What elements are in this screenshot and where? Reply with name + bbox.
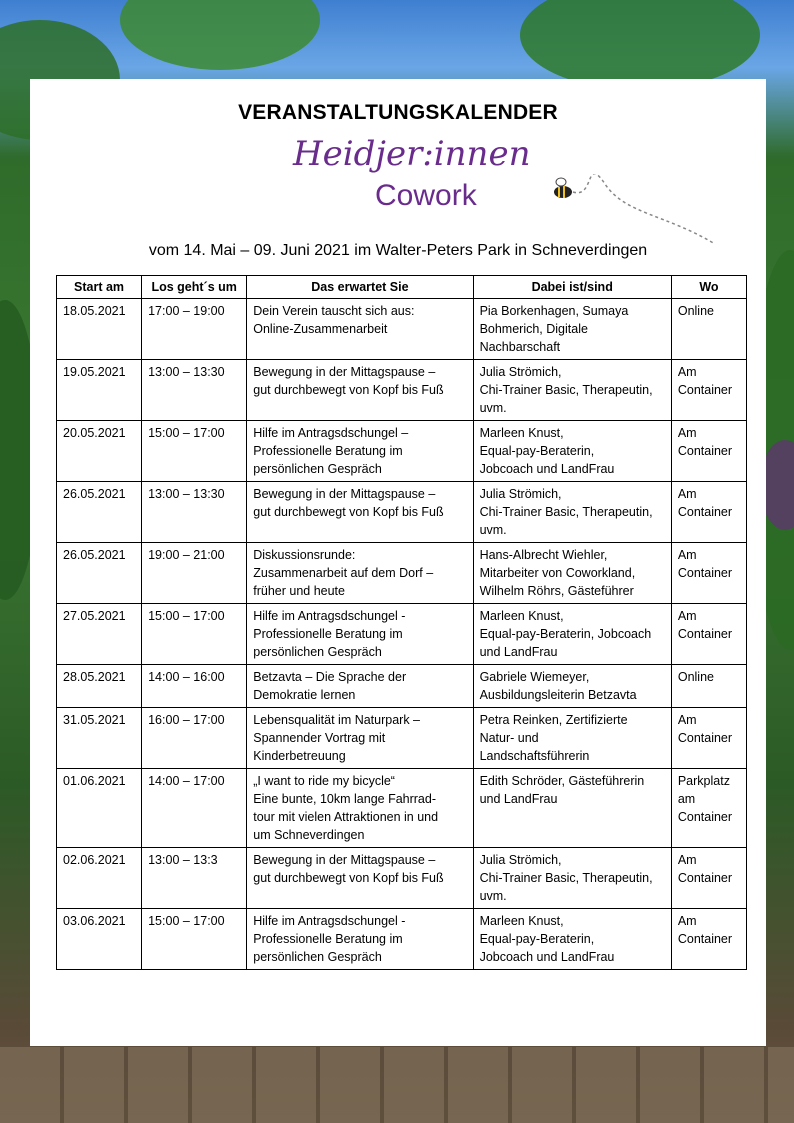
event-location (671, 909, 746, 970)
event-date-text: 18.05.2021 (63, 304, 126, 318)
event-time-text: 13:00 – 13:30 (148, 487, 225, 501)
event-participants-text: Edith Schröder, Gästeführerin und LandFrau (479, 774, 645, 806)
event-location-text: Am Container (677, 365, 733, 397)
event-location (671, 848, 746, 909)
event-participants-text: Gabriele Wiemeyer, Ausbildungsleiterin Betzavta (479, 670, 637, 702)
event-date (57, 543, 142, 604)
event-description (247, 604, 473, 665)
event-location-text: Parkplatz am Container (677, 774, 733, 824)
header-start-time: Los geht´s um (142, 276, 247, 299)
table-row (57, 421, 747, 482)
event-date-text: 20.05.2021 (63, 426, 126, 440)
event-time-text: 13:00 – 13:3 (148, 853, 218, 867)
event-date-text: 28.05.2021 (63, 670, 126, 684)
event-participants-text: Marleen Knust, Equal-pay-Beraterin, Jobcoach und LandFrau (479, 426, 615, 476)
event-location (671, 665, 746, 708)
calendar-sheet (30, 79, 766, 1046)
event-date-text: 26.05.2021 (63, 487, 126, 501)
event-location-text: Am Container (677, 853, 733, 885)
event-period-subtitle: vom 14. Mai – 09. Juni 2021 im Walter-Peters Park in Schneverdingen (148, 242, 648, 259)
event-time-text: 14:00 – 16:00 (148, 670, 225, 684)
page-title: VERANSTALTUNGSKALENDER (238, 101, 558, 124)
table-row (57, 909, 747, 970)
event-description-text: Bewegung in der Mittagspause – gut durchbewegt von Kopf bis Fuß (253, 365, 444, 397)
table-row (57, 708, 747, 769)
event-date (57, 769, 142, 848)
event-location-text: Am Container (677, 426, 733, 458)
event-description-text: Bewegung in der Mittagspause – gut durchbewegt von Kopf bis Fuß (253, 853, 444, 885)
event-participants (473, 299, 671, 360)
event-description-text: Lebensqualität im Naturpark – Spannender Vortrag mit Kinderbetreuung (253, 713, 421, 763)
event-date (57, 708, 142, 769)
event-date-text: 02.06.2021 (63, 853, 126, 867)
event-location (671, 708, 746, 769)
event-location-text: Am Container (677, 548, 733, 580)
event-description-text: Hilfe im Antragsdschungel – Professionelle Beratung im persönlichen Gespräch (253, 426, 409, 476)
table-row (57, 360, 747, 421)
event-time (142, 543, 247, 604)
event-date-text: 03.06.2021 (63, 914, 126, 928)
event-date-text: 01.06.2021 (63, 774, 126, 788)
event-date-text: 26.05.2021 (63, 548, 126, 562)
event-location-text: Am Container (677, 713, 733, 745)
event-time (142, 665, 247, 708)
event-description (247, 421, 473, 482)
event-description (247, 708, 473, 769)
event-participants (473, 909, 671, 970)
event-participants (473, 769, 671, 848)
event-participants (473, 708, 671, 769)
event-description-text: „I want to ride my bicycle“ Eine bunte, 10km lange Fahrrad- tour mit vielen Attraktionen in und um Schneverdingen (253, 774, 439, 842)
event-date (57, 482, 142, 543)
event-time (142, 421, 247, 482)
event-date-text: 31.05.2021 (63, 713, 126, 727)
table-row (57, 299, 747, 360)
event-description-text: Hilfe im Antragsdschungel - Professionelle Beratung im persönlichen Gespräch (253, 914, 406, 964)
event-description (247, 665, 473, 708)
event-time-text: 16:00 – 17:00 (148, 713, 225, 727)
event-participants-text: Julia Strömich, Chi-Trainer Basic, Therapeutin, uvm. (479, 853, 653, 903)
event-location-text: Am Container (677, 609, 733, 641)
table-row (57, 604, 747, 665)
event-participants-text: Hans-Albrecht Wiehler, Mitarbeiter von Coworkland, Wilhelm Röhrs, Gästeführer (479, 548, 636, 598)
event-description-text: Dein Verein tauscht sich aus: Online-Zusammenarbeit (253, 304, 415, 336)
event-participants (473, 543, 671, 604)
event-date (57, 909, 142, 970)
event-description (247, 769, 473, 848)
event-participants (473, 421, 671, 482)
event-participants (473, 665, 671, 708)
event-description-text: Betzavta – Die Sprache der Demokratie lernen (253, 670, 407, 702)
event-description (247, 360, 473, 421)
event-date (57, 299, 142, 360)
table-row (57, 769, 747, 848)
event-time (142, 769, 247, 848)
event-participants (473, 360, 671, 421)
event-location (671, 604, 746, 665)
header-participants: Dabei ist/sind (473, 276, 671, 299)
event-description (247, 543, 473, 604)
event-time-text: 17:00 – 19:00 (148, 304, 225, 318)
event-date (57, 604, 142, 665)
event-time-text: 19:00 – 21:00 (148, 548, 225, 562)
event-participants-text: Marleen Knust, Equal-pay-Beraterin, Jobcoach und LandFrau (479, 914, 615, 964)
table-row (57, 848, 747, 909)
event-date-text: 27.05.2021 (63, 609, 126, 623)
event-location-text: Online (677, 670, 714, 684)
event-location-text: Online (677, 304, 714, 318)
event-description (247, 848, 473, 909)
event-date-text: 19.05.2021 (63, 365, 126, 379)
table-header-row (57, 276, 747, 299)
table-row (57, 482, 747, 543)
event-description (247, 299, 473, 360)
event-location-text: Am Container (677, 914, 733, 946)
event-participants (473, 482, 671, 543)
event-location (671, 421, 746, 482)
event-time (142, 909, 247, 970)
cowork-logo (285, 134, 545, 224)
event-date (57, 665, 142, 708)
event-time (142, 482, 247, 543)
event-date (57, 848, 142, 909)
event-time-text: 15:00 – 17:00 (148, 914, 225, 928)
event-time-text: 14:00 – 17:00 (148, 774, 225, 788)
event-description-text: Hilfe im Antragsdschungel - Professionelle Beratung im persönlichen Gespräch (253, 609, 406, 659)
event-description (247, 909, 473, 970)
event-location (671, 769, 746, 848)
event-date (57, 360, 142, 421)
event-location (671, 543, 746, 604)
event-participants-text: Julia Strömich, Chi-Trainer Basic, Therapeutin, uvm. (479, 487, 653, 537)
event-participants-text: Petra Reinken, Zertifizierte Natur- und Landschaftsführerin (479, 713, 628, 763)
event-time-text: 13:00 – 13:30 (148, 365, 225, 379)
event-date (57, 421, 142, 482)
event-description (247, 482, 473, 543)
event-participants (473, 604, 671, 665)
event-location (671, 360, 746, 421)
events-table-body (57, 299, 747, 970)
event-participants-text: Julia Strömich, Chi-Trainer Basic, Therapeutin, uvm. (479, 365, 653, 415)
event-time (142, 848, 247, 909)
table-row (57, 543, 747, 604)
event-time-text: 15:00 – 17:00 (148, 609, 225, 623)
event-location (671, 482, 746, 543)
event-location (671, 299, 746, 360)
event-participants-text: Marleen Knust, Equal-pay-Beraterin, Jobcoach und LandFrau (479, 609, 652, 659)
logo-line2: Cowork (375, 179, 477, 212)
event-time-text: 15:00 – 17:00 (148, 426, 225, 440)
event-time (142, 708, 247, 769)
header-location: Wo (671, 276, 746, 299)
event-participants-text: Pia Borkenhagen, Sumaya Bohmerich, Digitale Nachbarschaft (479, 304, 629, 354)
table-row (57, 665, 747, 708)
event-participants (473, 848, 671, 909)
event-time (142, 299, 247, 360)
pallets-area (0, 1047, 794, 1123)
events-table (56, 275, 747, 970)
event-description-text: Bewegung in der Mittagspause – gut durchbewegt von Kopf bis Fuß (253, 487, 444, 519)
event-time (142, 604, 247, 665)
logo-line1: Heidjer:innen (293, 134, 531, 174)
event-description-text: Diskussionsrunde: Zusammenarbeit auf dem Dorf – früher und heute (253, 548, 434, 598)
event-location-text: Am Container (677, 487, 733, 519)
event-time (142, 360, 247, 421)
header-description: Das erwartet Sie (247, 276, 473, 299)
header-start-date: Start am (57, 276, 142, 299)
